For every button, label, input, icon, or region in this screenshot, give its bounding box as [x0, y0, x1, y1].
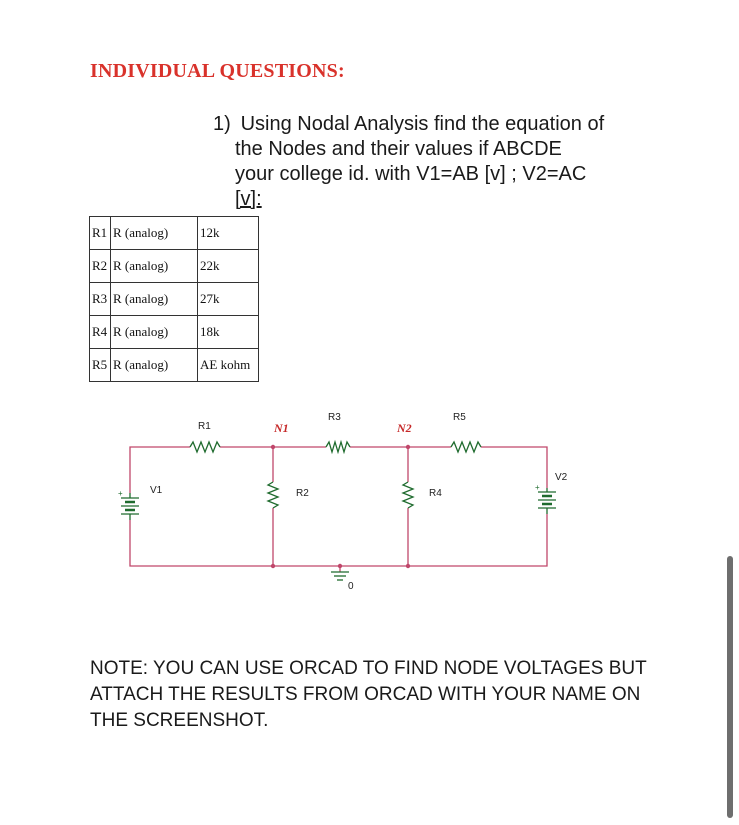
label-r2: R2	[296, 488, 309, 499]
label-node-n2: N2	[397, 421, 412, 435]
label-r1: R1	[198, 421, 211, 432]
label-r5: R5	[453, 412, 466, 423]
junction-dots	[271, 445, 410, 568]
label-ground: 0	[348, 581, 354, 592]
question-line-3: your college id. with V1=AB [v] ; V2=AC	[235, 163, 587, 185]
question-number: 1)	[213, 113, 231, 135]
resistor-r4-icon	[403, 482, 413, 508]
resistor-r1-icon	[190, 442, 220, 452]
question-line-4: [v]:	[235, 188, 262, 210]
resistor-type: R (analog)	[111, 349, 198, 382]
question-line-2: the Nodes and their values if ABCDE	[235, 138, 562, 160]
battery-v1-icon	[118, 489, 139, 520]
svg-text:+: +	[118, 489, 123, 498]
label-v2: V2	[555, 472, 568, 483]
resistor-value: 22k	[198, 250, 259, 283]
resistor-type: R (analog)	[111, 316, 198, 349]
ground-icon	[331, 572, 349, 580]
resistor-type: R (analog)	[111, 217, 198, 250]
label-v1: V1	[150, 485, 163, 496]
resistor-r2-icon	[268, 482, 278, 508]
label-node-n1: N1	[274, 421, 289, 435]
note-text: NOTE: YOU CAN USE ORCAD TO FIND NODE VOLTAGES BUT ATTACH THE RESULTS FROM ORCAD WITH YOUR NAME ON THE SCREENSHOT.	[90, 658, 647, 731]
wire-bottom	[130, 514, 547, 566]
resistor-name: R4	[90, 316, 111, 349]
resistor-type: R (analog)	[111, 250, 198, 283]
wire-right-top	[481, 447, 547, 488]
svg-text:+: +	[535, 483, 540, 492]
resistor-name: R3	[90, 283, 111, 316]
label-r4: R4	[429, 488, 442, 499]
resistor-value: 18k	[198, 316, 259, 349]
resistor-name: R5	[90, 349, 111, 382]
question-line-1: 1) Using Nodal Analysis find the equation of	[213, 113, 605, 135]
battery-v2-icon	[535, 483, 556, 514]
page-heading: INDIVIDUAL QUESTIONS:	[90, 60, 345, 82]
label-r3: R3	[328, 412, 341, 423]
scrollbar[interactable]	[727, 556, 733, 818]
resistor-type: R (analog)	[111, 283, 198, 316]
resistor-r5-icon	[451, 442, 481, 452]
resistor-r3-icon	[326, 442, 350, 452]
circuit-wires	[130, 447, 547, 572]
resistor-value: AE kohm	[198, 349, 259, 382]
resistor-name: R2	[90, 250, 111, 283]
resistor-value: 12k	[198, 217, 259, 250]
resistor-name: R1	[90, 217, 111, 250]
resistor-value: 27k	[198, 283, 259, 316]
